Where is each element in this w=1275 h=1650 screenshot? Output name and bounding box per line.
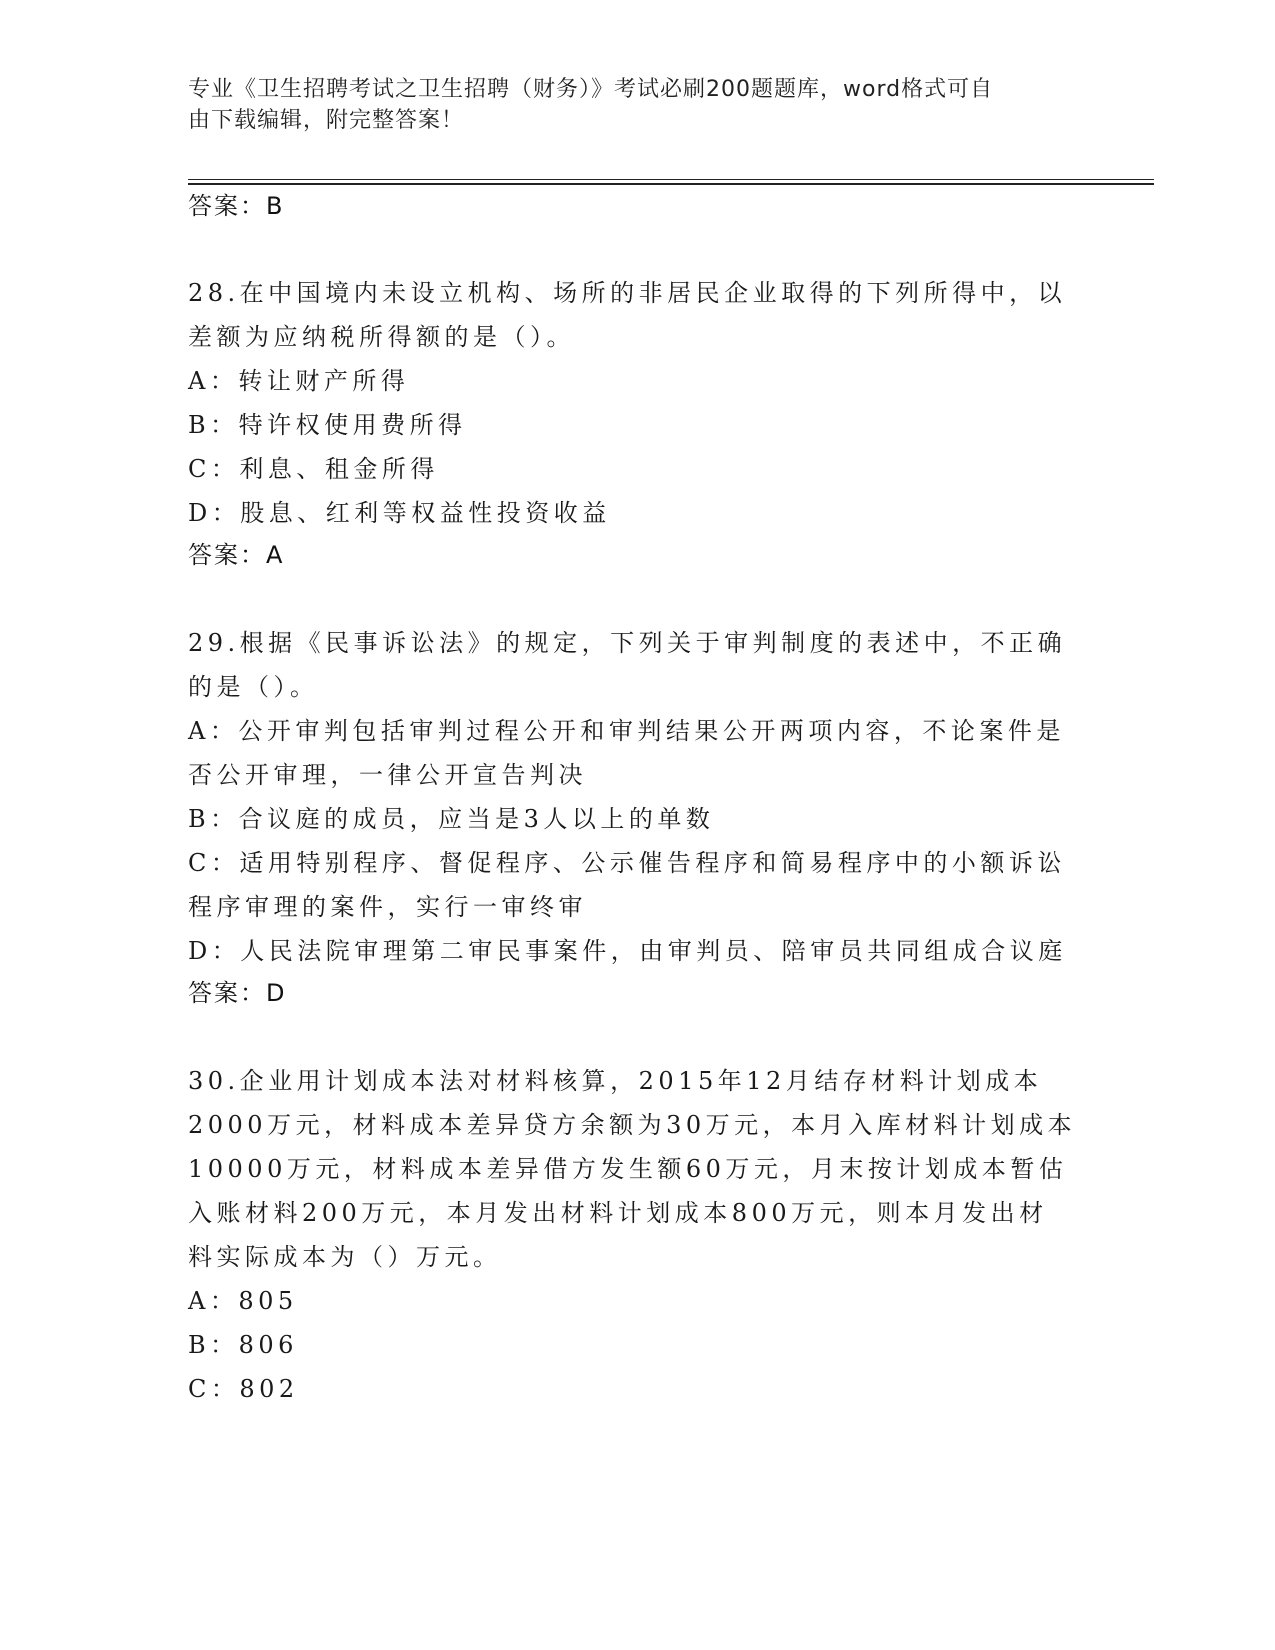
q28-answer: 答案：A [188, 541, 285, 569]
q30-stem-line-1: 30.企业用计划成本法对材料核算，2015年12月结存材料计划成本 [188, 1067, 1043, 1095]
q29-option-d: D：人民法院审理第二审民事案件，由审判员、陪审员共同组成合议庭 [188, 937, 1067, 965]
header-divider-thin [188, 179, 1154, 180]
answer-prev: 答案：B [188, 192, 285, 220]
q29-option-c-line-2: 程序审理的案件，实行一审终审 [188, 893, 587, 921]
q29-option-a-line-1: A：公开审判包括审判过程公开和审判结果公开两项内容，不论案件是 [188, 717, 1065, 745]
q28-stem-line-2: 差额为应纳税所得额的是（）。 [188, 323, 575, 351]
q30-stem-line-3: 10000万元，材料成本差异借方发生额60万元，月末按计划成本暂估 [188, 1155, 1068, 1183]
document-header [188, 74, 1068, 136]
q28-option-d: D：股息、红利等权益性投资收益 [188, 499, 611, 527]
q29-option-c-line-1: C：适用特别程序、督促程序、公示催告程序和简易程序中的小额诉讼 [188, 849, 1066, 877]
q29-stem-line-1: 29.根据《民事诉讼法》的规定，下列关于审判制度的表述中，不正确 [188, 629, 1067, 657]
q30-stem-line-2: 2000万元，材料成本差异贷方余额为30万元，本月入库材料计划成本 [188, 1111, 1077, 1139]
q28-option-c: C：利息、租金所得 [188, 455, 439, 483]
q29-answer: 答案：D [188, 979, 287, 1007]
q29-option-a-line-2: 否公开审理，一律公开宣告判决 [188, 761, 587, 789]
q30-stem-line-4: 入账材料200万元，本月发出材料计划成本800万元，则本月发出材 [188, 1199, 1048, 1227]
q29-option-b: B：合议庭的成员，应当是3人以上的单数 [188, 805, 715, 833]
q30-option-a: A：805 [188, 1287, 298, 1315]
header-divider-thick [188, 183, 1154, 185]
q28-option-a: A：转让财产所得 [188, 367, 410, 395]
q30-option-b: B：806 [188, 1331, 298, 1359]
q30-option-c: C：802 [188, 1375, 299, 1403]
q30-stem-line-5: 料实际成本为（）万元。 [188, 1243, 502, 1271]
q28-option-b: B：特许权使用费所得 [188, 411, 467, 439]
q28-stem-line-1: 28.在中国境内未设立机构、场所的非居民企业取得的下列所得中，以 [188, 279, 1067, 307]
q29-stem-line-2: 的是（）。 [188, 673, 319, 701]
header-line-2: 由下载编辑，附完整答案！ [188, 108, 465, 133]
header-line-1: 专业《卫生招聘考试之卫生招聘（财务）》考试必刷200题题库，word格式可自 [188, 77, 994, 102]
